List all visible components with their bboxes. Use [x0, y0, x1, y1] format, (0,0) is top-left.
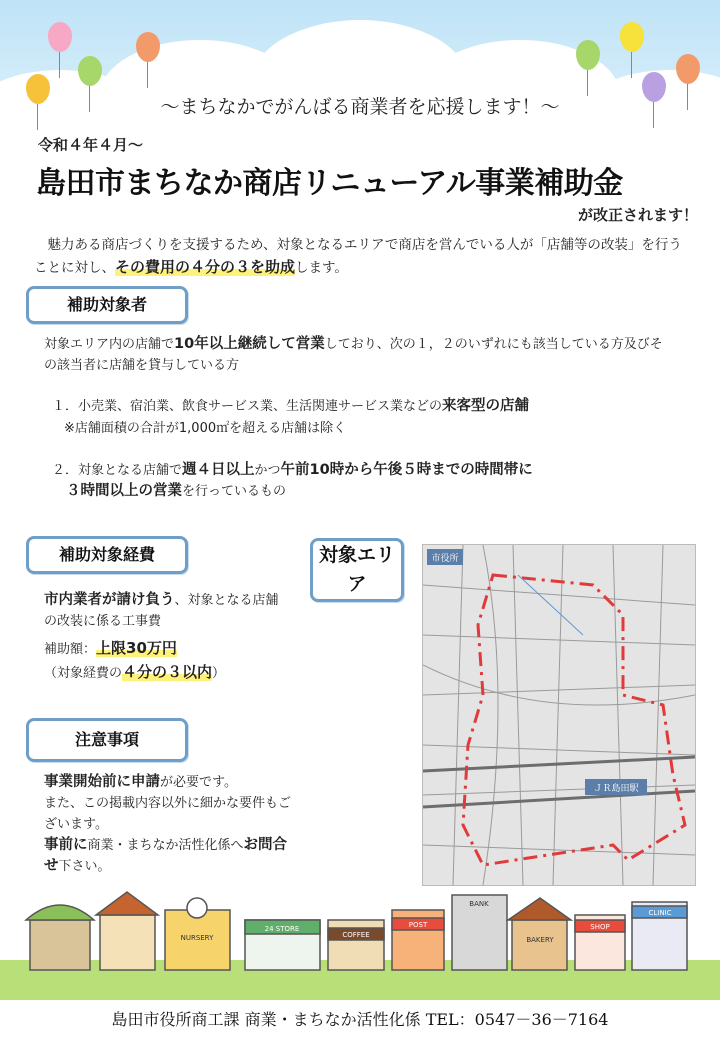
amount-ratio: ４分の３以内	[122, 663, 213, 681]
intro-paragraph	[34, 234, 694, 279]
map-station-label: ＪＲ島田駅	[593, 784, 639, 794]
text: 対象エリア内の店舗で	[44, 337, 175, 352]
text: １．小売業、宿泊業、飲食サービス業、生活関連サービス業などの	[52, 399, 443, 414]
expense-amount-note	[44, 662, 225, 684]
eligible-item-2	[52, 460, 672, 502]
page-subtitle: ～まちなかでがんばる商業者を応援します！～	[160, 96, 560, 118]
emphasis-10years: 10年以上継続して営業	[174, 336, 325, 352]
town-illustration	[0, 880, 720, 1000]
emphasis-beforehand: 事前に	[44, 837, 88, 853]
text: しており、次の１，２のいずれにも該当している方及びその該当者に店舗を貸与している方	[44, 337, 663, 373]
town-sign-nursery: NURSERY	[180, 934, 214, 942]
eligible-description	[44, 334, 674, 376]
expense-description	[44, 590, 284, 632]
text: 補助額：	[44, 642, 97, 657]
town-sign-clinic: CLINIC	[648, 909, 672, 917]
town-sign-bakery: BAKERY	[526, 936, 554, 944]
town-sign-shop: SHOP	[590, 923, 610, 931]
target-area-map	[422, 544, 696, 886]
notes-text	[44, 772, 294, 877]
map-drawing	[423, 545, 695, 885]
intro-text-end: します。	[295, 260, 348, 276]
text: が必要です。	[160, 775, 237, 790]
eligible-item-1-note: ※店舗面積の合計が1,000㎡を超える店舗は除く	[64, 421, 347, 436]
town-sign-post: POST	[408, 921, 428, 929]
emphasis-store-type: 来客型の店舗	[442, 398, 530, 414]
footer-contact: 島田市役所商工課 商業・まちなか活性化係 TEL：0547－36－7164	[111, 1010, 609, 1029]
emphasis-local-contractor: 市内業者が請け負う	[44, 592, 175, 608]
emphasis-4days: 週４日以上	[182, 462, 255, 478]
text: （対象経費の	[44, 666, 123, 681]
amount-value: 上限30万円	[96, 639, 177, 657]
intro-highlight: その費用の４分の３を助成	[115, 258, 296, 276]
expense-label: 補助対象経費	[26, 536, 188, 574]
eligible-item-1	[52, 396, 692, 417]
text: かつ	[254, 463, 281, 478]
page-title: 島田市まちなか商店リニューアル事業補助金	[36, 166, 623, 201]
effective-date: 令和４年４月～	[38, 136, 144, 154]
text: ）	[212, 666, 226, 681]
map-label: 対象エリア	[310, 538, 404, 602]
emphasis-hours: 午前10時から午後５時までの時間帯に	[280, 462, 533, 478]
text: また、この掲載内容以外に細かな要件もございます。	[44, 796, 292, 832]
notes-label: 注意事項	[26, 718, 188, 762]
emphasis-apply-first: 事業開始前に申請	[44, 774, 160, 790]
text: ２．対象となる店舗で	[52, 463, 183, 478]
emphasis-inquiry: お問合せ	[44, 837, 288, 874]
eligible-label: 補助対象者	[26, 286, 188, 324]
title-suffix: が改正されます！	[577, 206, 698, 224]
text: を行っているもの	[182, 484, 287, 499]
map-city-hall-label: 市役所	[431, 554, 459, 564]
town-sign-24store: 24 STORE	[264, 925, 300, 933]
expense-amount	[44, 638, 177, 660]
text: 、対象となる店舗の改装に係る工事費	[44, 593, 279, 629]
town-sign-coffee: COFFEE	[342, 931, 370, 939]
emphasis-3hours: ３時間以上の営業	[66, 483, 182, 499]
intro-text: 魅力ある商店づくりを支援するため、対象となるエリアで商店を営んでいる人が「店舗等の改装」を行うことに対し、	[34, 237, 682, 276]
town-sign-bank: BANK	[469, 900, 489, 908]
text: 下さい。	[58, 859, 111, 874]
text: 商業・まちなか活性化係へ	[87, 838, 244, 853]
